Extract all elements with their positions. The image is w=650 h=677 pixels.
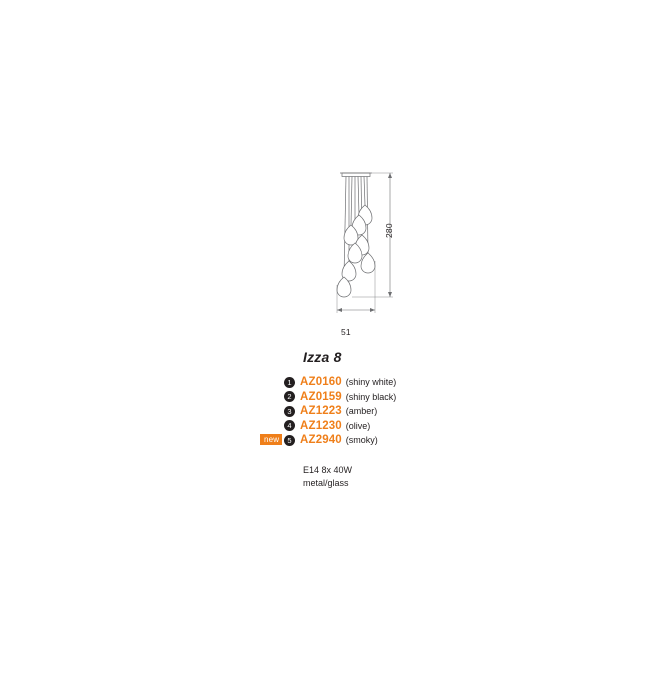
- variant-finish: (amber): [345, 406, 378, 417]
- variant-row[interactable]: [284, 404, 584, 419]
- variant-code-number: 0159: [315, 390, 342, 403]
- variant-code-prefix: AZ: [300, 390, 316, 403]
- variant-index-badge: 4: [284, 420, 295, 431]
- variant-code-number: 1223: [315, 405, 342, 418]
- variant-code-number: 1230: [315, 419, 342, 432]
- variant-code-prefix: AZ: [300, 419, 316, 432]
- product-technical-drawing: [280, 165, 420, 340]
- variant-code-prefix: AZ: [300, 376, 316, 389]
- variant-code: [300, 405, 342, 417]
- variant-row[interactable]: [264, 433, 584, 448]
- variant-code: [300, 434, 342, 446]
- variant-finish: (smoky): [345, 435, 378, 446]
- spec-material: metal/glass: [303, 477, 349, 488]
- variant-row[interactable]: [284, 390, 584, 405]
- spec-lamp: E14 8x 40W: [303, 465, 353, 475]
- variant-code: [300, 420, 342, 432]
- variant-index-badge: 1: [284, 377, 295, 388]
- variant-finish: (shiny black): [345, 391, 397, 402]
- variant-index-badge: 3: [284, 406, 295, 417]
- variant-row[interactable]: [284, 419, 584, 434]
- dimension-height-label: 280: [384, 223, 394, 238]
- product-specs: [303, 464, 352, 489]
- variant-code-prefix: AZ: [300, 434, 316, 447]
- variant-finish: (shiny white): [345, 377, 397, 388]
- variant-code-number: 2940: [315, 434, 342, 447]
- variant-code: [300, 391, 342, 403]
- variant-list: [264, 375, 584, 448]
- variant-code: [300, 376, 342, 388]
- variant-index-badge: 5: [284, 435, 295, 446]
- variant-index-badge: 2: [284, 391, 295, 402]
- new-badge: new: [260, 434, 282, 445]
- variant-finish: (olive): [345, 420, 371, 431]
- variant-code-prefix: AZ: [300, 405, 316, 418]
- dimension-width-label: 51: [341, 327, 351, 337]
- variant-row[interactable]: [284, 375, 584, 390]
- product-title: Izza 8: [303, 349, 342, 365]
- variant-code-number: 0160: [315, 376, 342, 389]
